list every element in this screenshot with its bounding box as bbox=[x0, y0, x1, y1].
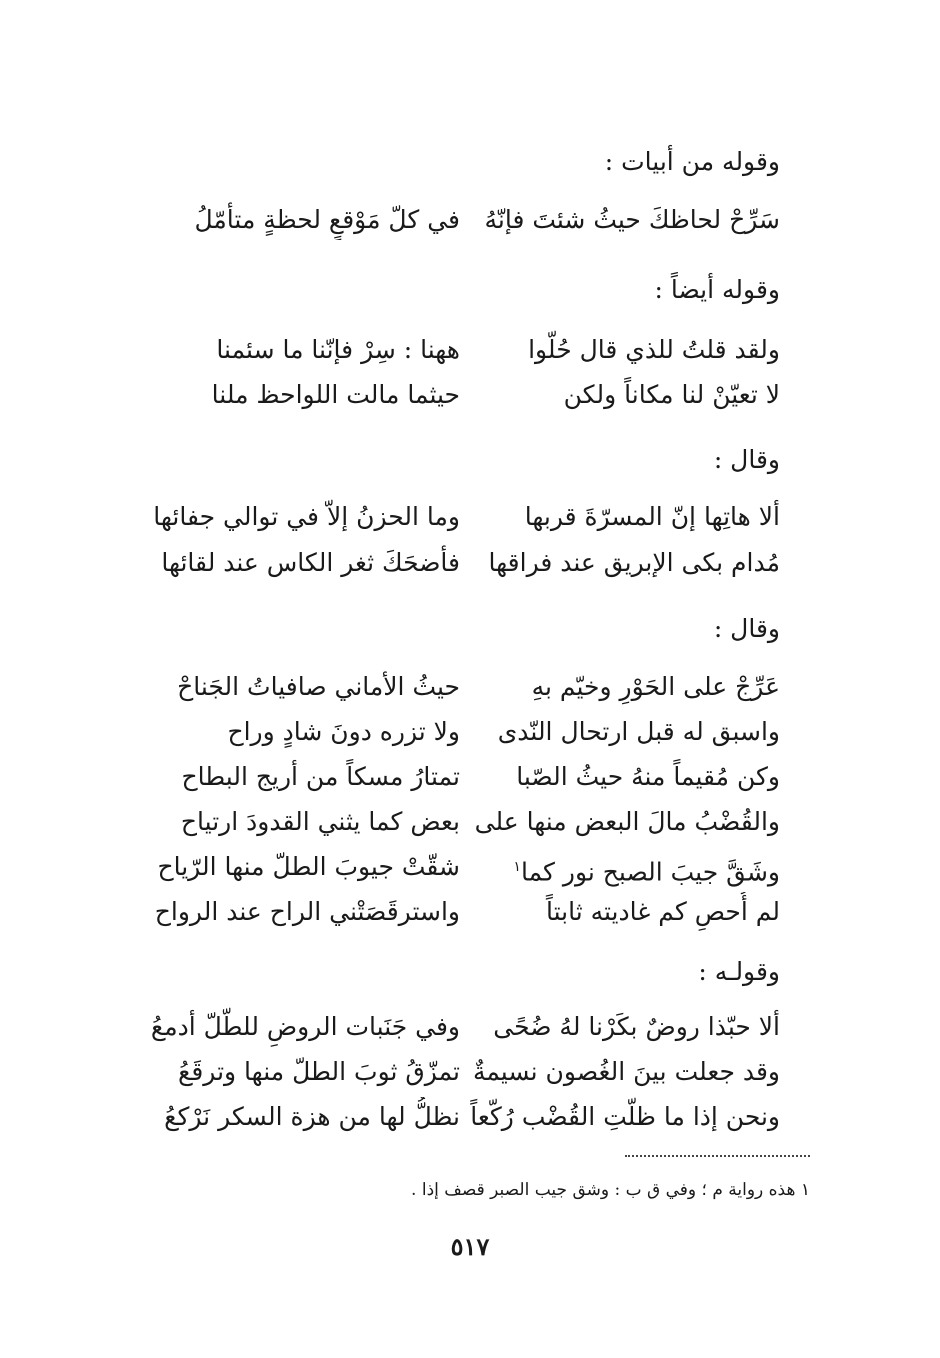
section-intro: وقولـه : bbox=[698, 957, 780, 986]
verse-line bbox=[0, 1007, 940, 1047]
verse-second-hemistich: نظلُّ لها من هزة السكر نَرْكعُ bbox=[164, 1102, 460, 1131]
section-intro: وقال : bbox=[713, 445, 780, 474]
verse-line bbox=[0, 1097, 940, 1137]
verse-second-hemistich: ولا تزره دونَ شادٍ وراح bbox=[227, 717, 460, 746]
verse-second-hemistich: شقّتْ جيوبَ الطلّ منها الرّياح bbox=[157, 852, 460, 881]
verse-second-hemistich: تمتارُ مسكاً من أريج البطاح bbox=[181, 762, 460, 791]
verse-line bbox=[0, 847, 940, 887]
verse-first-hemistich: وكن مُقيماً منهُ حيثُ الصّبا bbox=[516, 762, 780, 791]
verse-second-hemistich: ههنا : سِرْ فإنّنا ما سئمنا bbox=[216, 335, 460, 364]
section-intro: وقال : bbox=[713, 614, 780, 643]
verse-line bbox=[0, 667, 940, 707]
verse-text: وشَقَّ جيبَ الصبح نور كما bbox=[520, 857, 780, 887]
verse-line bbox=[0, 712, 940, 752]
verse-second-hemistich: فأضحَكَ ثغر الكاس عند لقائها bbox=[161, 548, 460, 577]
footnote-reference[interactable]: ١ bbox=[513, 859, 521, 875]
page-number: ٥١٧ bbox=[450, 1232, 490, 1261]
verse-line bbox=[0, 200, 940, 240]
verse-second-hemistich: حيثما مالت اللواحظ ملنا bbox=[211, 380, 460, 409]
verse-line bbox=[0, 497, 940, 537]
verse-line bbox=[0, 330, 940, 370]
section-intro: وقوله من أبيات : bbox=[604, 147, 780, 176]
verse-line bbox=[0, 1052, 940, 1092]
verse-second-hemistich: حيثُ الأماني صافياتُ الجَناحْ bbox=[177, 672, 460, 701]
verse-first-hemistich: لا تعيّنْ لنا مكاناً ولكن bbox=[563, 380, 780, 409]
verse-line bbox=[0, 892, 940, 932]
verse-line bbox=[0, 543, 940, 583]
verse-first-hemistich: سَرِّحْ لحاظكَ حيثُ شئتَ فإنّهُ bbox=[484, 205, 780, 234]
verse-first-hemistich: ونحن إذا ما ظلّتِ القُضْب رُكّعاً bbox=[470, 1102, 780, 1131]
verse-first-hemistich: عَرِّجْ على الحَوْرِ وخيّم بهِ bbox=[531, 672, 780, 701]
verse-first-hemistich: ولقد قلتُ للذي قال حُلّوا bbox=[528, 335, 780, 364]
verse-first-hemistich: وقد جعلت بينَ الغُصون نسيمةٌ bbox=[472, 1057, 780, 1086]
verse-first-hemistich: والقُضْبُ مالَ البعض منها على bbox=[474, 807, 780, 836]
footnote-text: هذه رواية م ؛ وفي ق ب : وشق جيب الصبر قصف إذا . bbox=[411, 1180, 796, 1200]
verse-second-hemistich: تمزّقُ ثوبَ الطلّ منها وترقَعُ bbox=[178, 1057, 460, 1086]
footnote bbox=[411, 1177, 810, 1203]
verse-first-hemistich: واسبق له قبل ارتحال النّدى bbox=[497, 717, 780, 746]
verse-second-hemistich: وفي جَنَبات الروضِ للطّلّ أدمعُ bbox=[150, 1012, 460, 1041]
verse-line bbox=[0, 802, 940, 842]
verse-first-hemistich bbox=[460, 847, 780, 892]
footnote-divider bbox=[625, 1155, 810, 1157]
verse-second-hemistich: في كلّ مَوْقعٍ لحظةٍ متأمّلُ bbox=[194, 205, 460, 234]
footnote-number: ١ bbox=[800, 1180, 810, 1200]
verse-line bbox=[0, 375, 940, 415]
section-intro: وقوله أيضاً : bbox=[654, 275, 780, 304]
verse-first-hemistich: لم أُحصِ كم غاديته ثابتاً bbox=[545, 897, 780, 926]
verse-line bbox=[0, 757, 940, 797]
verse-second-hemistich: وما الحزنُ إلاّ في توالي جفائها bbox=[153, 502, 460, 531]
verse-first-hemistich: ألا حبّذا روضٌ بكَرْنا لهُ ضُحًى bbox=[493, 1012, 780, 1041]
verse-second-hemistich: بعض كما يثني القدودَ ارتياح bbox=[180, 807, 460, 836]
verse-first-hemistich: مُدام بكى الإبريق عند فراقها bbox=[488, 548, 780, 577]
verse-first-hemistich: ألا هاتِها إنّ المسرّةَ قربها bbox=[524, 502, 780, 531]
verse-second-hemistich: واسترقَصَتْني الراح عند الرواح bbox=[154, 897, 460, 926]
